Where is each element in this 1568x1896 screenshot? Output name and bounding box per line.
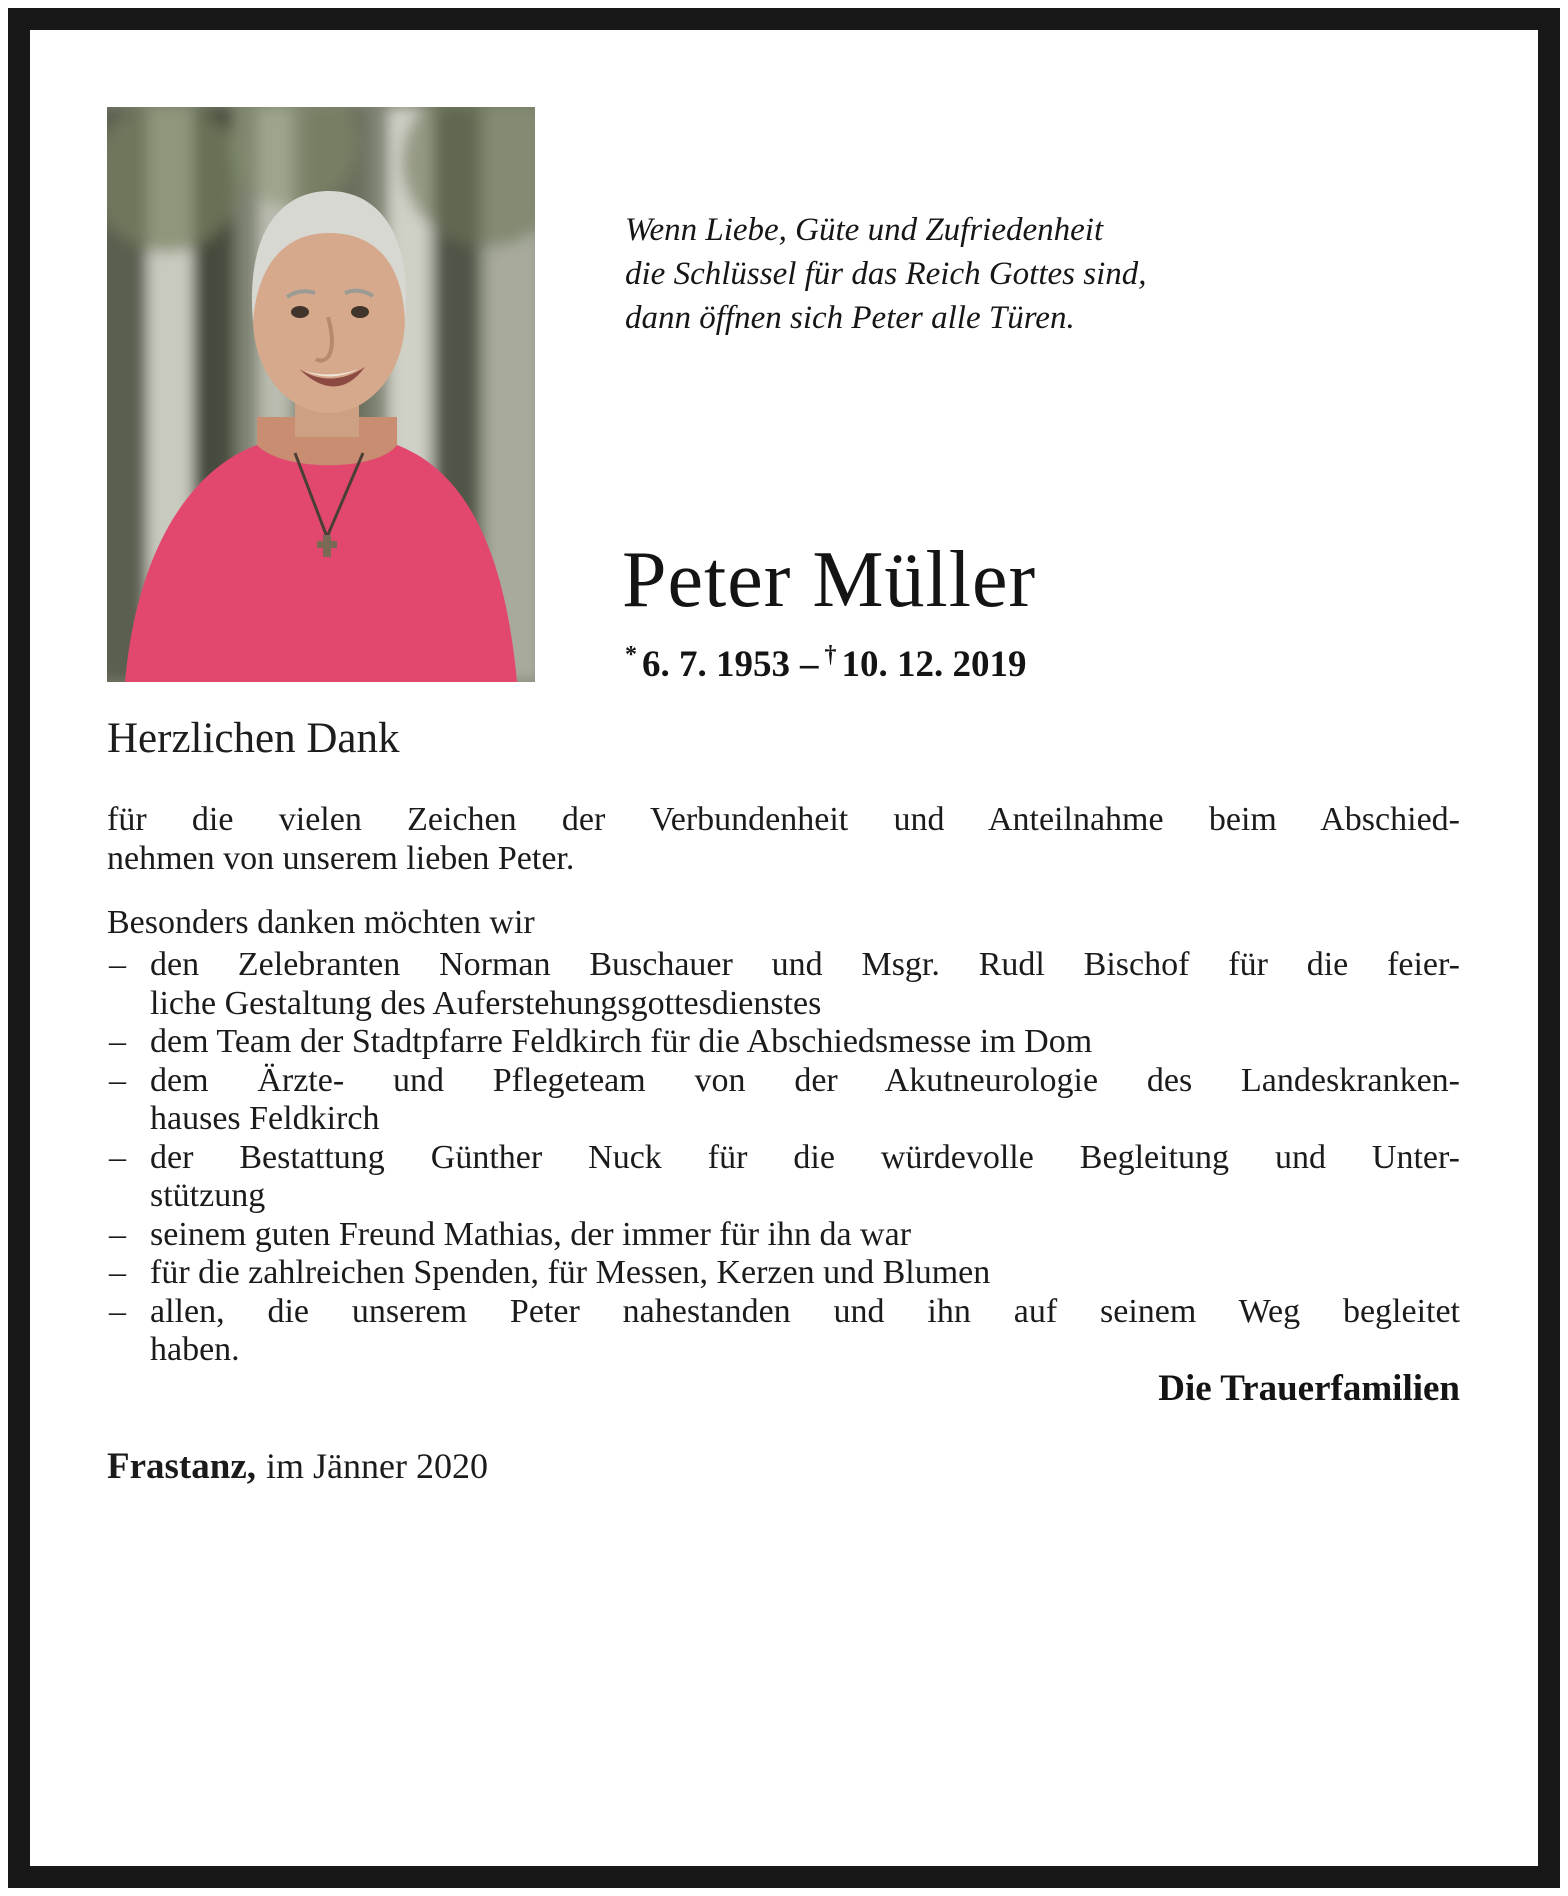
date-text: im Jänner 2020 [266, 1446, 488, 1486]
dash-bullet: – [109, 1138, 126, 1176]
thanks-item [107, 1216, 1460, 1255]
poem-line: die Schlüssel für das Reich Gottes sind, [625, 256, 1147, 292]
thanks-item [107, 1254, 1460, 1293]
dash-bullet: – [109, 1254, 126, 1291]
dash-bullet: – [109, 1061, 126, 1099]
intro-line: nehmen von unserem lieben Peter. [107, 840, 575, 877]
thanks-heading: Herzlichen Dank [107, 715, 400, 762]
dash-bullet: – [109, 1292, 126, 1330]
left-eye [291, 306, 309, 318]
thanks-item-line: seinem guten Freund Mathias, der immer für ihn da war [150, 1215, 912, 1253]
thanks-item-line: haben. [150, 1331, 240, 1368]
mourning-family-signature: Die Trauerfamilien [1158, 1368, 1460, 1409]
deceased-name: Peter Müller [622, 536, 1037, 624]
thanks-item-line: dem Ärzte- und Pflegeteam von der Akutneurologie des Landeskranken- [150, 1061, 1460, 1099]
intro-line: für die vielen Zeichen der Verbundenheit und Anteilnahme beim Abschied- [107, 801, 1460, 838]
thanks-item-line: allen, die unserem Peter nahestanden und ihn auf seinem Weg begleitet [150, 1292, 1460, 1330]
dash-bullet: – [109, 1023, 126, 1060]
dash-bullet: – [109, 946, 126, 983]
birth-date: 6. 7. 1953 [642, 644, 790, 685]
thanks-list [107, 946, 1460, 1370]
card-frame [8, 8, 1560, 1888]
birth-symbol: * [625, 642, 637, 668]
thanks-item [107, 1293, 1460, 1370]
life-dates [625, 642, 1027, 686]
thanks-item-line: liche Gestaltung des Auferstehungsgottesdienstes [150, 984, 822, 1022]
thanks-item [107, 1062, 1460, 1139]
portrait-photo-illustration [107, 107, 535, 682]
thanks-item-line: dem Team der Stadtpfarre Feldkirch für die Abschiedsmesse im Dom [150, 1023, 1093, 1060]
place-date-line [107, 1445, 488, 1488]
epitaph-poem [625, 208, 1147, 340]
poem-line: dann öffnen sich Peter alle Türen. [625, 300, 1075, 336]
necklace-pendant-cross [317, 541, 337, 548]
thanks-item-line: stützung [150, 1177, 266, 1214]
dash-bullet: – [109, 1215, 126, 1253]
thanks-item-line: für die zahlreichen Spenden, für Messen, Kerzen und Blumen [150, 1254, 991, 1291]
dates-separator: – [800, 644, 819, 685]
thanks-item [107, 1139, 1460, 1216]
death-symbol: † [824, 642, 837, 668]
right-eye [351, 306, 369, 318]
thanks-item-line: den Zelebranten Norman Buschauer und Msgr. Rudl Bischof für die feier- [150, 946, 1460, 983]
thanks-subheading: Besonders danken möchten wir [107, 904, 535, 941]
death-date: 10. 12. 2019 [841, 644, 1027, 685]
portrait-photo [107, 107, 535, 682]
thanks-item-line: hauses Feldkirch [150, 1100, 380, 1137]
thanks-item [107, 946, 1460, 1023]
poem-line: Wenn Liebe, Güte und Zufriedenheit [625, 212, 1104, 248]
thanks-item-line: der Bestattung Günther Nuck für die würdevolle Begleitung und Unter- [150, 1138, 1460, 1176]
place-name: Frastanz, [107, 1446, 256, 1487]
intro-paragraph [107, 800, 1460, 878]
thanks-item [107, 1023, 1460, 1062]
